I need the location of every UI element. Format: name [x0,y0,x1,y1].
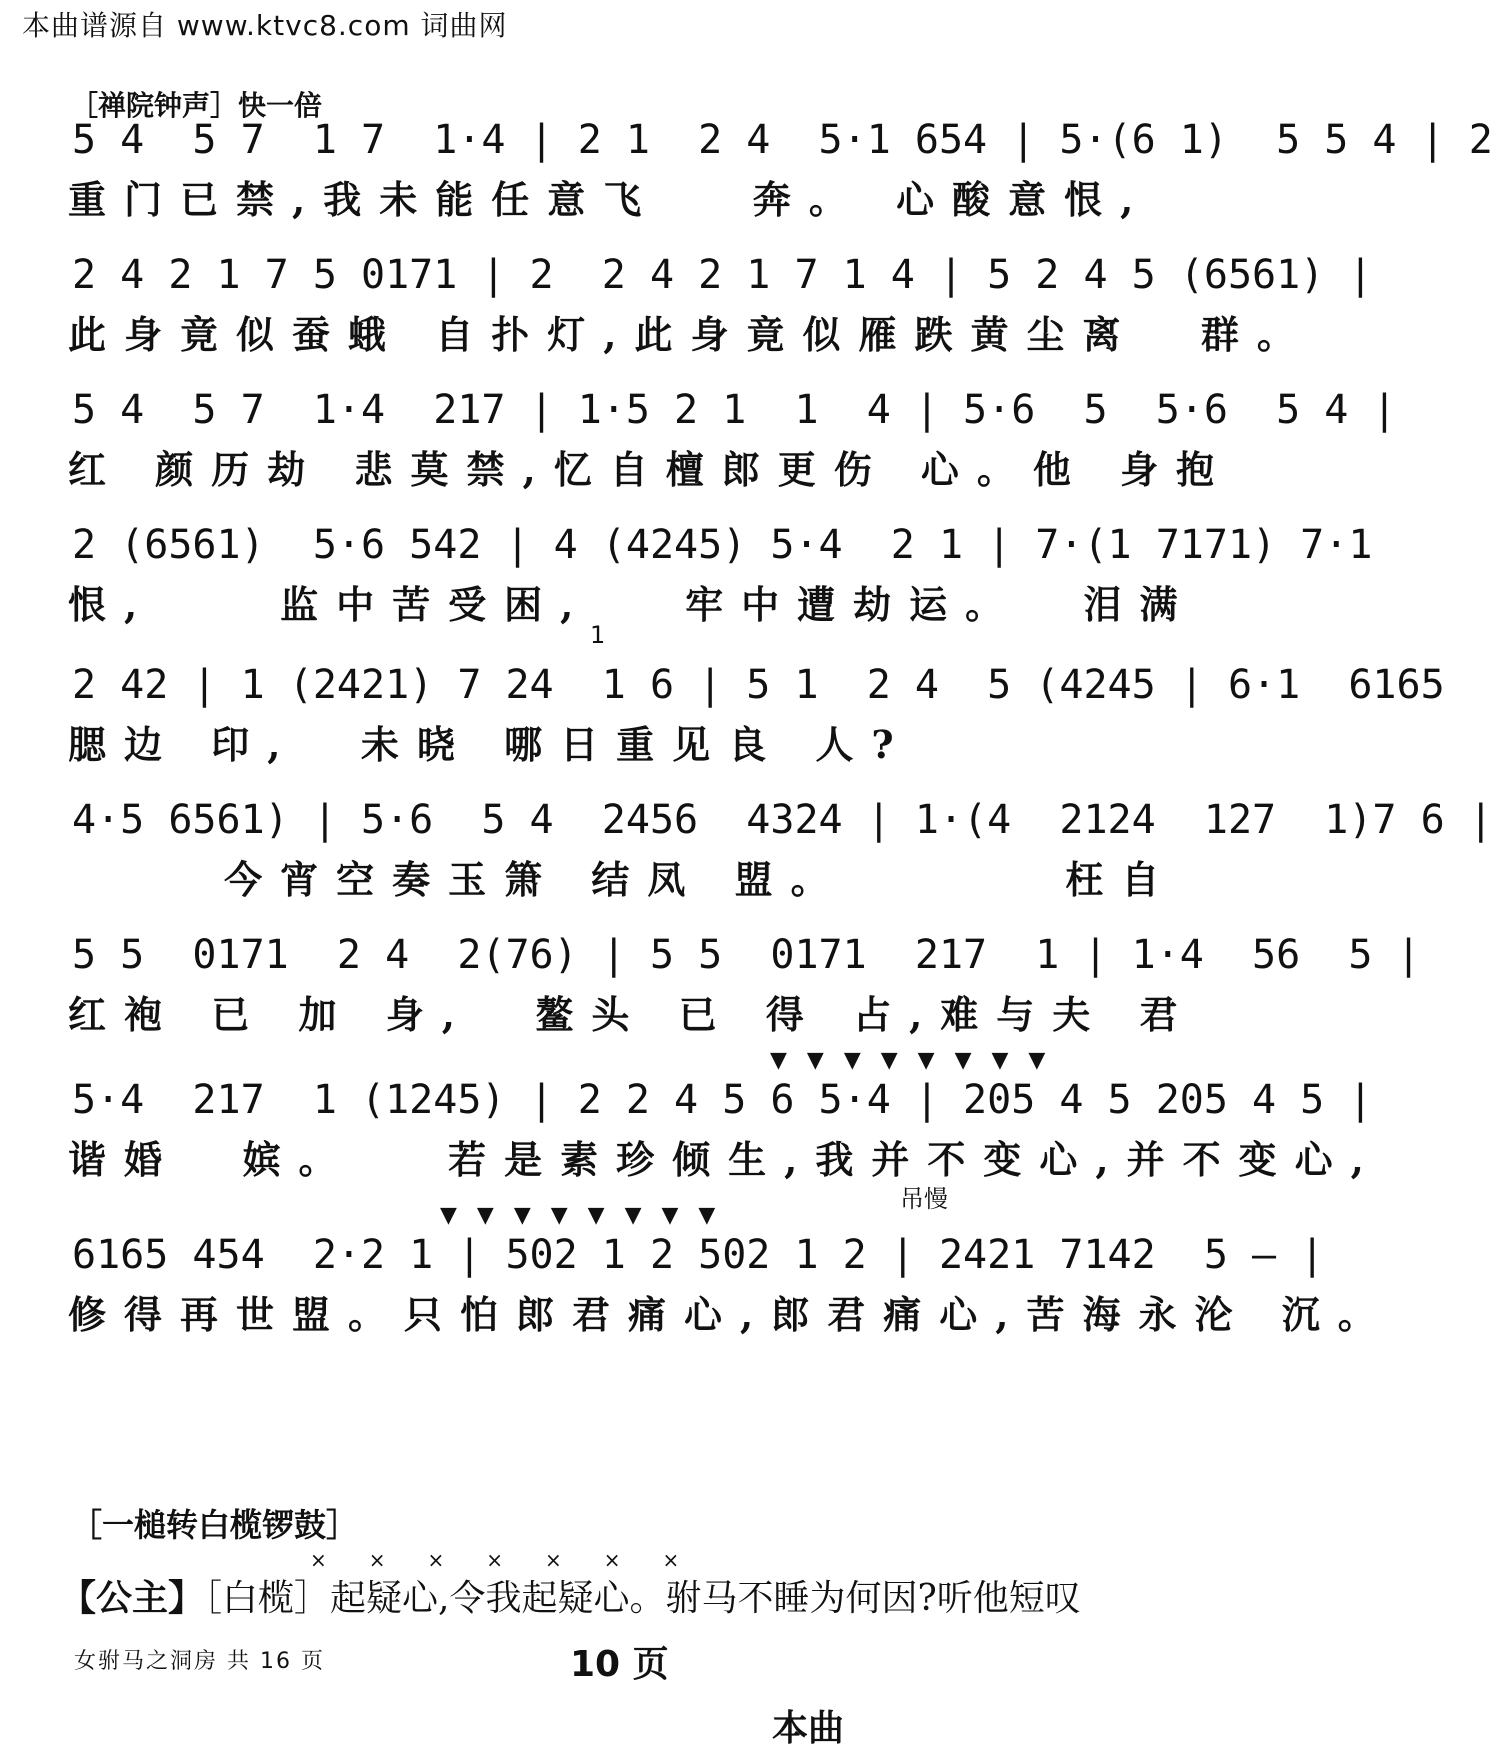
lyrics-line: 此身竟似蚕蛾 自扑灯,此身竟似雁跌黄尘离 群。 [68,312,1313,357]
jianpu-notes: 6165 454 2·2 1 | 502 1 2 502 1 2 | 2421 7142 5 — | [72,1232,1325,1278]
tempo-mark: 吊慢 [900,1185,948,1213]
notation-line [60,925,1421,985]
jianpu-notes: 2 4 2 1 7 5 0171 | 2 2 4 2 1 7 1 4 | 5 2 4 5 (6561) | [72,252,1373,298]
footer-title: 女驸马之洞房 共 16 页 [74,1649,325,1674]
bottom-watermark: 本曲 [772,1708,845,1749]
jianpu-notes: 2 42 | 1 (2421) 7 24 1 6 | 5 1 2 4 5 (4245 | 6·1 6165 [72,662,1445,708]
notation-line [60,515,1373,575]
rhythm-x-marks: ××××××× [310,1548,722,1572]
notation-line [60,380,1397,440]
lyrics-line: 今宵空奏玉箫 结凤 盟。 枉自 [68,857,1178,902]
jianpu-notes: 5 5 0171 2 4 2(76) | 5 5 0171 217 1 | 1·4 56 5 | [72,932,1421,978]
notation-line [60,655,1445,715]
notation-line [60,110,1493,170]
dialogue-line [60,1570,1081,1621]
percussion-transition: ［一槌转白榄锣鼓］ [70,1506,359,1544]
score-system-7 [60,925,1421,1045]
score-system-4 [60,515,1373,635]
score-system-3 [60,380,1397,500]
jianpu-notes: 2 (6561) 5·6 542 | 4 (4245) 5·4 2 1 | 7·(1 7171) 7·1 [72,522,1373,568]
speech-form: ［白榄］ [204,1578,331,1619]
score-system-1 [60,110,1493,230]
lyrics-line: 恨, 监中苦受困, 牢中遭劫运。 泪满 [68,582,1196,627]
score-system-2 [60,245,1373,365]
notation-line [60,1225,1325,1285]
section-label: ［禅院钟声］快一倍 [70,89,323,122]
role-name: 【公主】 [60,1577,205,1619]
lyrics-line: 谐婚 嫔。 若是素珍倾生,我并不变心,并不变心, [68,1137,1382,1182]
jianpu-notes: 5 4 5 7 1 7 1·4 | 2 1 2 4 5·1 654 | 5·(6 1) 5 5 4 | 2 [72,117,1493,163]
lyrics-line: 红 颜历劫 悲莫禁,忆自檀郎更伤 心。他 身抱 [68,447,1233,492]
lyrics-line: 红袍 已 加 身, 鳌头 已 得 占,难与夫 君 [68,992,1196,1037]
notation-line [60,245,1373,305]
score-system-6 [60,790,1493,910]
source-watermark: 本曲谱源自 www.ktvc8.com 词曲网 [22,9,508,42]
page-number: 10 页 [570,1644,669,1685]
grace-note: 1 [590,621,606,649]
score-system-8 [60,1048,1382,1190]
accent-marks: ▼▼▼▼▼▼▼▼ [770,1048,1066,1073]
lyrics-line: 修得再世盟。只怕郎君痛心,郎君痛心,苦海永沦 沉。 [68,1292,1394,1337]
jianpu-notes: 5·4 217 1 (1245) | 2 2 4 5 6 5·4 | 205 4 5 205 4 5 | [72,1077,1373,1123]
jianpu-notes: 5 4 5 7 1·4 217 | 1·5 2 1 1 4 | 5·6 5 5·6 5 4 | [72,387,1397,433]
accent-marks: ▼▼▼▼▼▼▼▼ [440,1203,736,1228]
notation-line [60,1070,1373,1130]
score-system-5 [60,621,1445,775]
notation-line [60,790,1493,850]
lyrics-line: 腮边 印, 未晓 哪日重见良 人? [68,722,912,767]
lyrics-line: 重门已禁,我未能任意飞 奔。 心酸意恨, [68,177,1152,222]
jianpu-notes: 4·5 6561) | 5·6 5 4 2456 4324 | 1·(4 2124 127 1)7 6 | [72,797,1493,843]
dialogue-text: 起疑心,令我起疑心。驸马不睡为何因?听他短叹 [330,1578,1081,1619]
score-system-9 [60,1185,1394,1345]
